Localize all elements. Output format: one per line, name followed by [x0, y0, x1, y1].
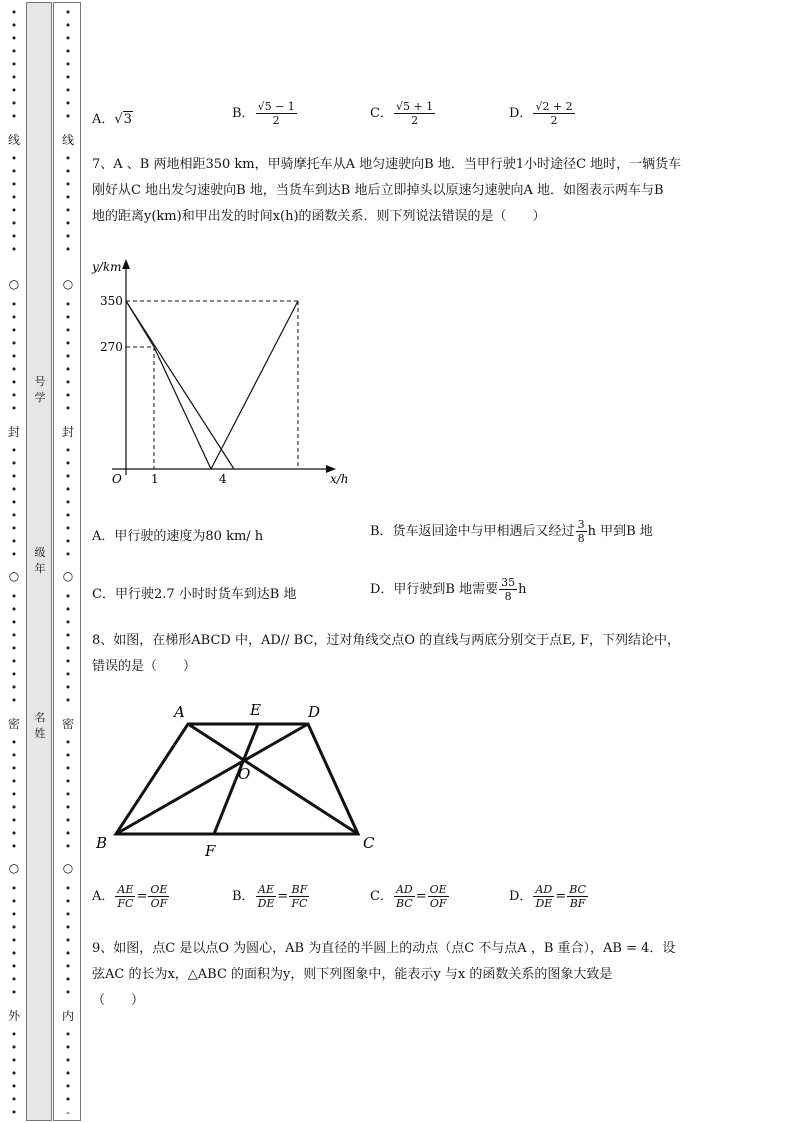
margin-mark-circle: ○	[62, 569, 74, 583]
q7-option-c[interactable]: C．甲行驶2.7 小时时货车到达B 地	[92, 587, 297, 602]
margin-dots-left: • • • • • • • • •	[10, 736, 18, 853]
q8-option-c-letter: C．	[370, 889, 393, 904]
q6-option-c[interactable]	[370, 100, 436, 127]
fraction-numerator: OE	[429, 883, 447, 896]
q7-option-d-denominator: 8	[504, 590, 512, 603]
q9-line-2: 弦AC 的长为x，△ABC 的面积为y，则下列图象中，能表示y 与x 的函数关系的图象大致是	[92, 967, 613, 982]
q8-option-b-letter: B．	[232, 889, 255, 904]
q7-y-axis-arrow	[122, 259, 130, 269]
margin-mark-secret: 密	[7, 717, 20, 731]
field-grade: 级年	[34, 546, 46, 575]
q7-tick-270: 270	[100, 340, 123, 354]
fraction-numerator: AD	[533, 883, 554, 897]
fraction-numerator: √5 − 1	[257, 100, 295, 113]
fraction	[428, 883, 449, 910]
q7-option-d-tail: h	[518, 582, 527, 597]
q8-option-d[interactable]: D． $\frac{AD}{DE}$ = $\frac{BC}{BF}$	[509, 883, 586, 910]
fraction-numerator: AE	[256, 883, 277, 897]
q6-option-b-letter: B．	[232, 106, 255, 121]
fraction-numerator: BC	[569, 883, 586, 896]
fraction-numerator: BF	[289, 883, 309, 897]
fraction	[567, 883, 588, 910]
margin-dots-left: • • • • • • • • •	[10, 298, 18, 415]
fraction-denominator: BF	[569, 897, 586, 910]
margin-dots-right: • • • • • • • • •	[64, 444, 72, 561]
q6-option-d[interactable]	[509, 100, 576, 127]
q7-line-3: 地的距离y(km)和甲出发的时间x(h)的函数关系．则下列说法错误的是（ ）	[92, 209, 546, 224]
q6-option-d-letter: D．	[509, 106, 533, 121]
margin-mark-outer: 外	[7, 1009, 20, 1023]
q7-tick-350: 350	[100, 294, 123, 308]
q7-line-jia	[126, 301, 234, 469]
q7-option-b-tail: h 甲到B 地	[587, 524, 653, 539]
fraction	[394, 100, 435, 127]
q8-line-2: 错误的是（ ）	[92, 659, 197, 674]
q8-line-1: 8、如图，在梯形ABCD 中，AD// BC，过对角线交点O 的直线与两底分别交于点E, F，下列结论中，	[92, 633, 680, 648]
q8-option-a-letter: A．	[92, 889, 115, 904]
margin-dots-right: • • • • • • • • •	[64, 736, 72, 853]
margin-dots-right: • • • • • • • • •	[64, 882, 72, 999]
q6-option-b-denominator: 2	[272, 114, 280, 127]
margin-mark-line: 线	[61, 133, 74, 147]
q7-origin-label: O	[112, 472, 122, 486]
fraction	[256, 883, 277, 910]
q7-option-a[interactable]: A．甲行驶的速度为80 km/ h	[92, 529, 264, 544]
q7-line-jia-upper	[126, 301, 154, 347]
margin-dots-right: • • • • • • • • •	[64, 6, 72, 123]
q7-line-truck-out	[154, 347, 211, 469]
q7-tick-1: 1	[151, 472, 159, 486]
margin-mark-circle: ○	[8, 569, 20, 583]
margin-dots-left: • • • • • • • • •	[10, 882, 18, 999]
margin-dots-left: • • • • • • • • •	[10, 444, 18, 561]
fraction-denominator: OF	[429, 897, 447, 910]
q7-option-b-text: B．货车返回途中与甲相遇后又经过	[370, 524, 575, 539]
sqrt-symbol: √3	[114, 112, 132, 127]
fraction	[256, 100, 297, 127]
q6-option-d-numerator: 2 + 2	[542, 100, 573, 113]
q6-option-a[interactable]	[92, 108, 133, 127]
q9-line-3: （ ）	[92, 993, 145, 1008]
q7-tick-4: 4	[219, 472, 227, 486]
q8-label-b: B	[96, 834, 108, 852]
q7-option-d[interactable]	[370, 576, 526, 603]
margin-dots-left: • • • • • • •	[10, 1028, 18, 1119]
q7-line-1: 7、A 、B 两地相距350 km，甲骑摩托车从A 地匀速驶向B 地．当甲行驶1小时途径C 地时，一辆货车	[92, 157, 682, 172]
fraction-denominator: BC	[395, 897, 413, 910]
q6-option-b-numerator: 5 − 1	[264, 100, 295, 113]
q7-graph	[90, 255, 360, 490]
q7-option-b[interactable]	[370, 518, 653, 545]
field-name: 名姓	[34, 711, 46, 740]
q7-option-b-numerator: 3	[577, 518, 585, 531]
fraction	[576, 518, 587, 545]
fraction-denominator: DE	[535, 897, 553, 910]
q8-option-a[interactable]: A． $\frac{AE}{FC}$ = $\frac{OE}{OF}$	[92, 883, 168, 910]
q7-x-axis-label: x/h	[330, 472, 349, 486]
fraction-numerator: AD	[395, 883, 413, 896]
margin-dots-right: • • • • • • -	[64, 1028, 72, 1119]
q6-option-c-denominator: 2	[411, 114, 419, 127]
q7-line-truck-back	[211, 301, 298, 469]
fraction-numerator: √2 + 2	[535, 100, 573, 113]
q7-option-d-numerator: 35	[501, 576, 516, 589]
q8-label-f: F	[205, 842, 216, 860]
margin-dots-left: • • • • • • • •	[10, 152, 18, 256]
q8-trapezoid-figure	[90, 698, 390, 863]
q6-option-c-numerator: 5 + 1	[402, 100, 434, 113]
fraction	[499, 576, 517, 603]
fraction-denominator: FC	[117, 897, 134, 910]
fraction	[533, 883, 554, 910]
margin-mark-circle: ○	[8, 861, 20, 875]
margin-mark-circle: ○	[8, 277, 20, 291]
q8-option-d-letter: D．	[509, 889, 533, 904]
q7-line-2: 刚好从C 地出发匀速驶向B 地，当货车到达B 地后立即掉头以原速匀速驶向A 地．如图表示两车与B	[92, 183, 664, 198]
fraction-numerator: OE	[150, 883, 168, 896]
margin-dots-right: • • • • • • • • •	[64, 298, 72, 415]
margin-mark-secret: 密	[61, 717, 74, 731]
fraction-denominator: FC	[291, 897, 308, 910]
q8-label-o: O	[238, 765, 251, 783]
q6-option-c-letter: C．	[370, 106, 393, 121]
margin-mark-line: 线	[7, 133, 20, 147]
q7-y-axis-label: y/km	[92, 260, 122, 274]
fraction	[394, 883, 415, 910]
fraction-denominator: OF	[150, 897, 168, 910]
q8-label-c: C	[363, 834, 375, 852]
fraction	[289, 883, 309, 910]
margin-dots-left: • • • • • • • • •	[10, 6, 18, 123]
fraction-numerator: √5 + 1	[395, 100, 434, 113]
margin-mark-circle: ○	[62, 277, 74, 291]
q8-option-b[interactable]: B． $\frac{AE}{DE}$ = $\frac{BF}{FC}$	[232, 883, 308, 910]
q8-label-a: A	[174, 703, 185, 721]
q8-stem	[92, 628, 742, 680]
field-student-number: 号学	[34, 375, 46, 404]
q9-stem	[92, 936, 742, 1014]
margin-mark-inner: 内	[61, 1009, 74, 1023]
fraction-denominator: DE	[257, 897, 275, 910]
q6-option-a-letter: A．	[92, 112, 115, 127]
margin-dots-left: • • • • • • • • •	[10, 590, 18, 707]
q6-option-d-denominator: 2	[550, 114, 558, 127]
margin-dots-right: • • • • • • • •	[64, 152, 72, 256]
margin-dots-right: • • • • • • • • •	[64, 590, 72, 707]
q7-option-d-text: D．甲行驶到B 地需要	[370, 582, 499, 597]
fraction	[115, 883, 135, 910]
margin-mark-seal: 封	[7, 425, 20, 439]
q6-option-b[interactable]	[232, 100, 298, 127]
q9-line-1: 9、如图，点C 是以点O 为圆心，AB 为直径的半圆上的动点（点C 不与点A ，B 重合），AB = 4．设	[92, 941, 676, 956]
q7-option-b-denominator: 8	[577, 532, 585, 545]
q8-label-e: E	[250, 701, 261, 719]
q6-option-a-value: 3	[123, 112, 132, 127]
margin-mark-seal: 封	[61, 425, 74, 439]
q8-option-c[interactable]: C． $\frac{AD}{BC}$ = $\frac{OE}{OF}$	[370, 883, 447, 910]
q7-stem	[92, 152, 742, 230]
binding-margin	[0, 0, 82, 1123]
q8-label-d: D	[308, 703, 321, 721]
margin-mark-circle: ○	[62, 861, 74, 875]
fraction-numerator: AE	[115, 883, 135, 897]
fraction	[148, 883, 169, 910]
q8-line-ef	[214, 724, 258, 834]
fraction	[533, 100, 574, 127]
